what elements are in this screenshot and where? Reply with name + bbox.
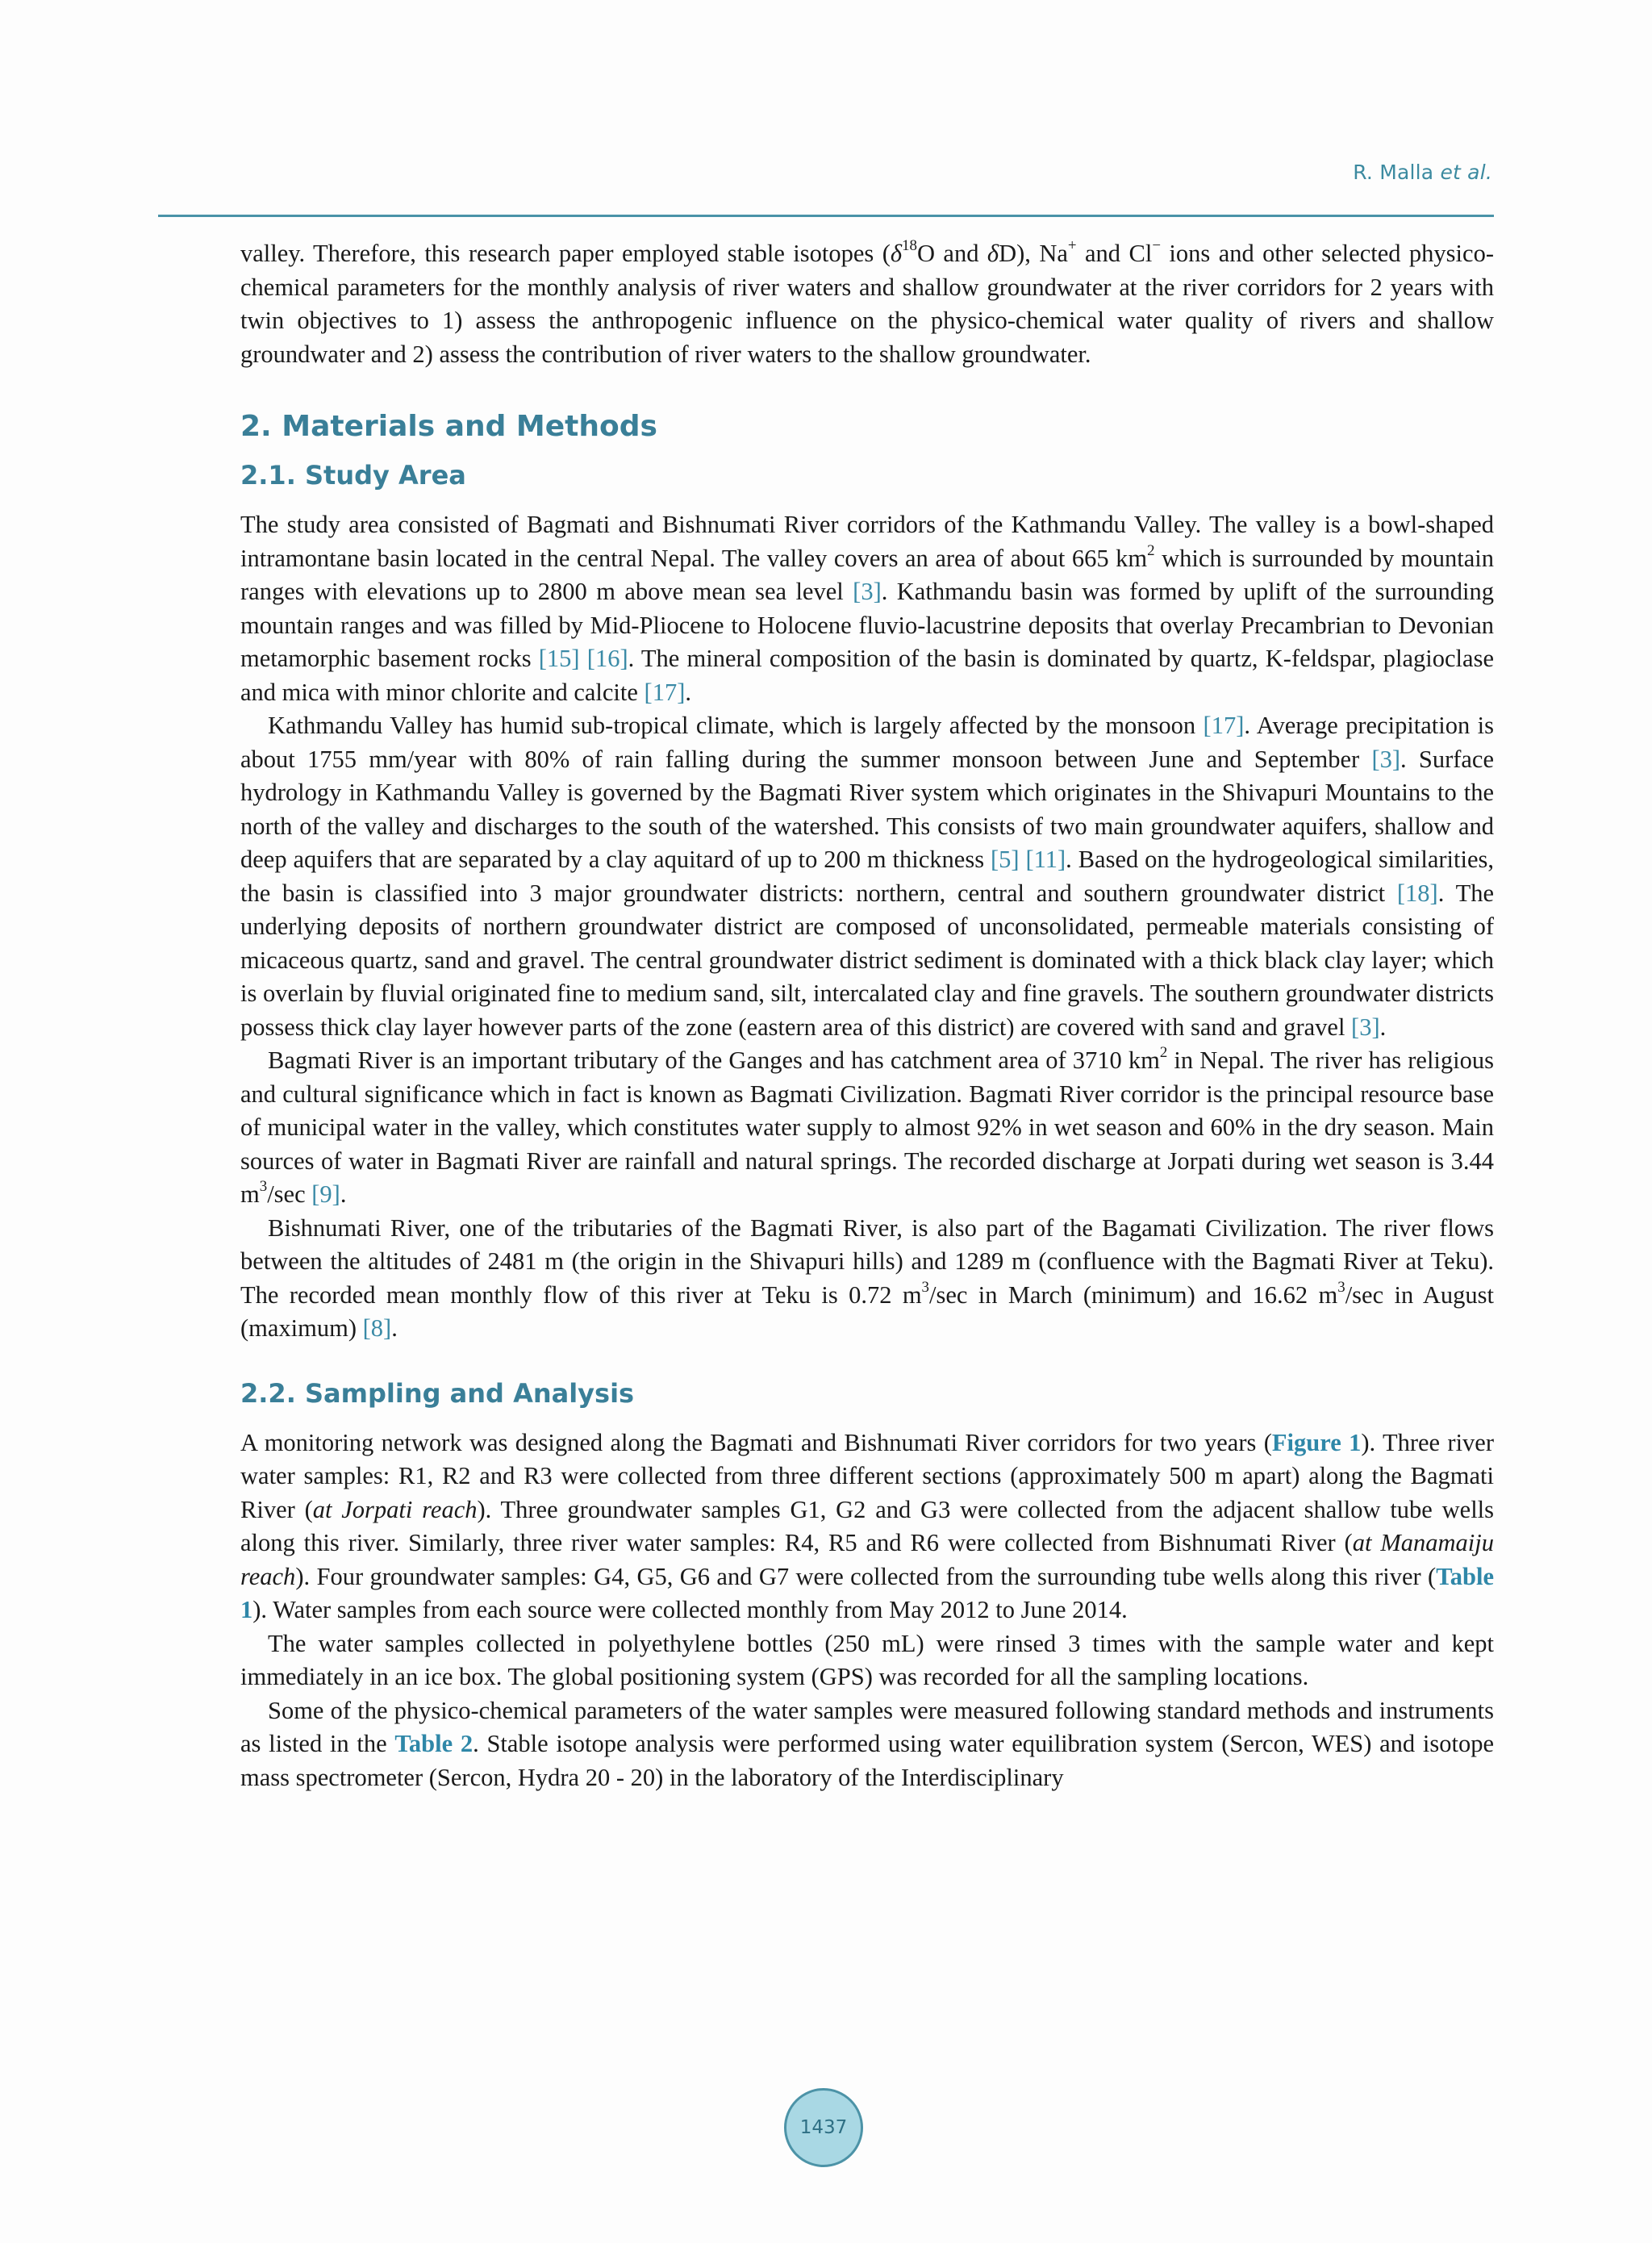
citation-link[interactable]: [15] xyxy=(538,645,580,672)
sampling-paragraph-1: A monitoring network was designed along the Bagmati and Bishnumati River corridors for two years (Figure 1). Three river water samples: R1, R2 and R3 were collected from three different sections (approximately 500 m apart) along the Bagmati River (at Jorpati reach). Three groundwater samples G1, G2 and G3 were collected from the adjacent shallow tube wells along this river. Similarly, three river water samples: R4, R5 and R6 were collected from Bishnumati River (at Manamaiju reach). Four groundwater samples: G4, G5, G6 and G7 were collected from the surrounding tube wells along this river (Table 1). Water samples from each source were collected monthly from May 2012 to June 2014. xyxy=(240,1428,1495,1623)
header-rule xyxy=(158,215,1494,217)
table-link[interactable]: Table 2 xyxy=(394,1730,473,1757)
study-area-paragraph-4: Bishnumati River, one of the tributaries of the Bagmati River, is also part of the Bagamati Civilization. The river flows between the altitudes of 2481 m (the origin in the Shivapuri hills) and 1289 m (confluence with the Bagmati River at Teku). The recorded mean monthly flow of this river at Teku is 0.72 $m^3/\sec$ in March (minimum) and 16.62 $m^3/\sec$ in August (maximum) [8]. xyxy=(240,1213,1494,1342)
subsection-heading-sampling-analysis: 2.2. Sampling and Analysis xyxy=(240,1377,635,1409)
citation-link[interactable]: [16] xyxy=(586,645,628,672)
citation-link[interactable]: [17] xyxy=(644,678,686,706)
citation-link[interactable]: [5] xyxy=(990,846,1020,873)
citation-link[interactable]: [18] xyxy=(1396,879,1438,907)
et-al: et al. xyxy=(1440,161,1492,184)
citation-link[interactable]: [9] xyxy=(311,1180,340,1208)
author-name: R. Malla xyxy=(1353,161,1434,184)
running-head xyxy=(1353,158,1492,187)
table-link[interactable]: Table 1 xyxy=(240,1562,1494,1623)
page-body xyxy=(240,237,1494,1794)
sampling-paragraph-3: Some of the physico-chemical parameters of the water samples were measured following standard methods and instruments as listed in the Table 2. Stable isotope analysis were performed using water equilibration system (Sercon, WES) and isotope mass spectrometer (Sercon, Hydra 20 - 20) in the laboratory of the Interdisciplinary xyxy=(240,1696,1494,1791)
figure-link[interactable]: Figure 1 xyxy=(1271,1428,1362,1456)
study-area-paragraph-2: Kathmandu Valley has humid sub-tropical climate, which is largely affected by the monsoon [17]. Average precipitation is about 1755 mm/year with 80% of rain falling during the summer monsoon between June and September [3]. Surface hydrology in Kathmandu Valley is governed by the Bagmati River system which originates in the Shivapuri Mountains to the north of the valley and discharges to the south of the watershed. This consists of two main groundwater aquifers, shallow and deep aquifers that are separated by a clay aquitard of up to 200 m thickness [5] [11]. Based on the hydrogeological similarities, the basin is classified into 3 major groundwater districts: northern, central and southern groundwater district [18]. The underlying deposits of northern groundwater district are composed of unconsolidated, permeable materials consisting of micaceous quartz, sand and gravel. The central groundwater district sediment is dominated with a thick black clay layer; which is overlain by fluvial originated fine to medium sand, silt, intercalated clay and fine gravels. The southern groundwater districts possess thick clay layer however parts of the zone (eastern area of this district) are covered with sand and gravel [3]. xyxy=(240,712,1495,1041)
subsection-heading-study-area: 2.1. Study Area xyxy=(240,460,466,491)
citation-link[interactable]: [3] xyxy=(853,578,882,605)
citation-link[interactable]: [11] xyxy=(1025,846,1066,873)
sampling-paragraph-2: The water samples collected in polyethylene bottles (250 mL) were rinsed 3 times with the sample water and kept immediately in an ice box. The global positioning system (GPS) was recorded for all the sampling locations. xyxy=(240,1629,1494,1690)
study-area-paragraph-3: Bagmati River is an important tributary of the Ganges and has catchment area of 3710 $km^2$ in Nepal. The river has religious and cultural significance which in fact is known as Bagmati Civilization. Bagmati River corridor is the principal resource base of municipal water in the valley, which constitutes water supply to almost 92% in wet season and 60% in the dry season. Main sources of water in Bagmati River are rainfall and natural springs. The recorded discharge at Jorpati during wet season is 3.44 $m^3/\sec$ [9]. xyxy=(240,1043,1494,1208)
section-heading-materials-methods: 2. Materials and Methods xyxy=(240,410,657,443)
page-number-badge: 1437 xyxy=(784,2088,863,2167)
citation-link[interactable]: [8] xyxy=(362,1314,392,1342)
citation-link[interactable]: [17] xyxy=(1203,712,1245,739)
intro-paragraph: valley. Therefore, this research paper employed stable isotopes ($\delta^{18}O$ and δD), Na+ and Cl− ions and other selected physico-chemical parameters for the monthly analysis of river waters and shallow groundwater at the river corridors for 2 years with twin objectives to 1) assess the anthropogenic influence on the physico-chemical water quality of rivers and shallow groundwater and 2) assess the contribution of river waters to the shallow groundwater. xyxy=(240,236,1494,368)
citation-link[interactable]: [3] xyxy=(1351,1013,1380,1041)
citation-link[interactable]: [3] xyxy=(1371,745,1401,773)
study-area-paragraph-1: The study area consisted of Bagmati and Bishnumati River corridors of the Kathmandu Valley. The valley is a bowl-shaped intramontane basin located in the central Nepal. The valley covers an area of about 665 $km^2$ which is surrounded by mountain ranges with elevations up to 2800 m above mean sea level [3]. Kathmandu basin was formed by uplift of the surrounding mountain ranges and was filled by Mid-Pliocene to Holocene fluvio-lacustrine deposits that overlay Precambrian to Devonian metamorphic basement rocks [15] [16]. The mineral composition of the basin is dominated by quartz, K-feldspar, plagioclase and mica with minor chlorite and calcite [17]. xyxy=(240,511,1494,706)
